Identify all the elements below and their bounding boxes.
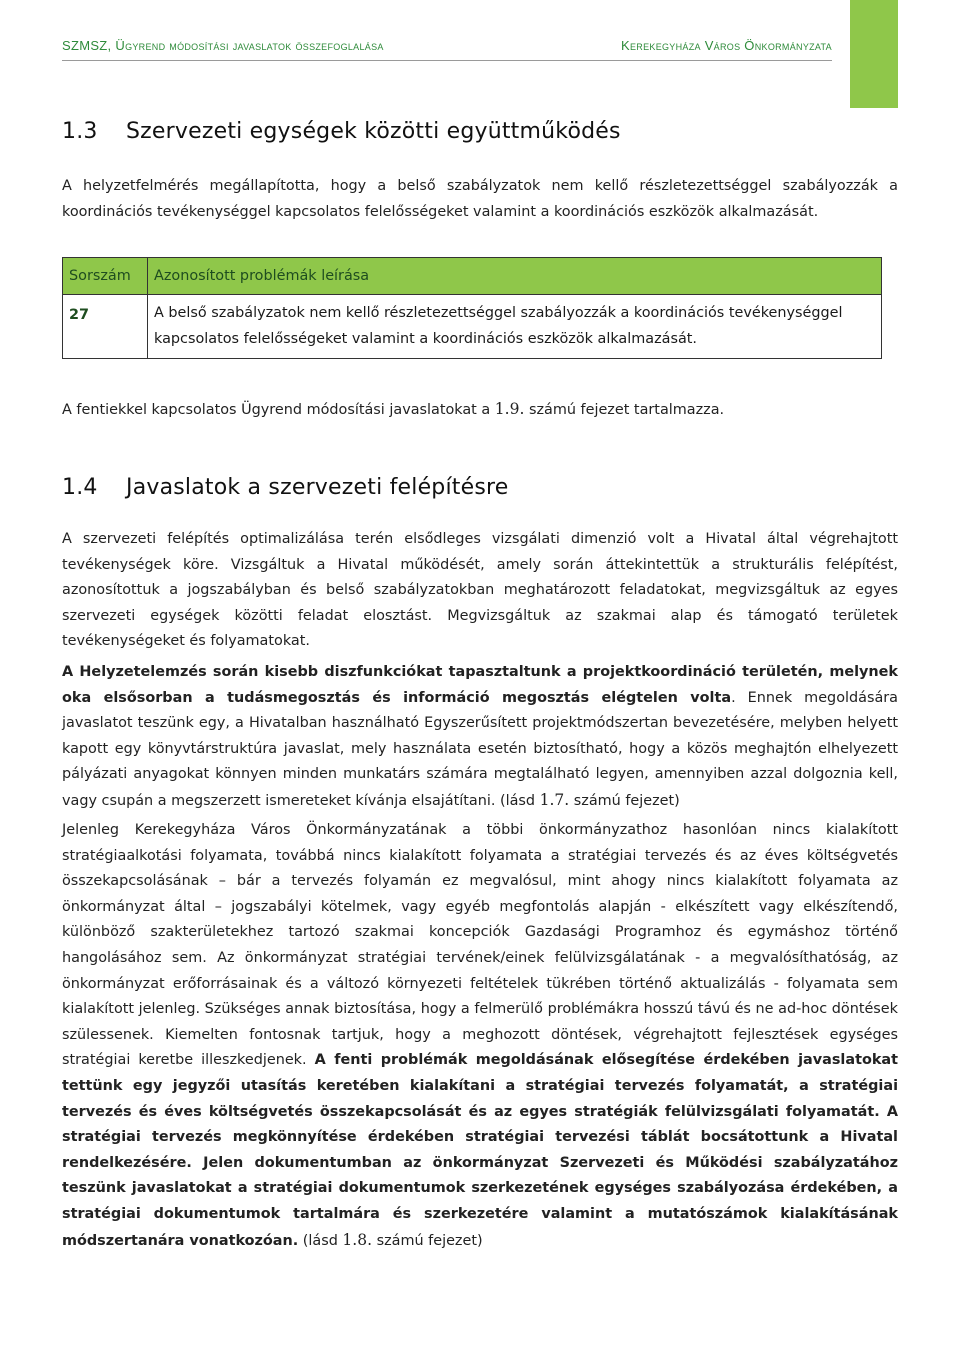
table-header-row (63, 258, 882, 295)
reference-text: A fentiekkel kapcsolatos Ügyrend módosítási javaslatokat a (62, 402, 495, 418)
highlighted-finding: A Helyzetelemzés során kisebb diszfunkciókat tapasztaltunk a projektkoordináció területén, melynek oka elsősorban a tudásmegosztás és információ megosztás elégtelen volta (62, 664, 898, 706)
reference-text: (lásd (298, 1232, 343, 1249)
reference-text-end: számú fejezet tartalmazza. (524, 402, 725, 418)
table-header-description: Azonosított problémák leírása (148, 258, 882, 295)
section-number: 1.3 (62, 119, 98, 144)
problem-id: 27 (63, 295, 148, 359)
intro-paragraph: A helyzetfelmérés megállapította, hogy a belső szabályzatok nem kellő részletezettséggel szabályozzák a koordinációs tevékenységgel kapcsolatos felelősségeket valamint a koordinációs eszközök alkalmazását. (62, 178, 898, 220)
problem-description: A belső szabályzatok nem kellő részletezettséggel szabályozzák a koordinációs tevékenységgel kapcsolatos felelősségeket valamint a koordinációs eszközök alkalmazását. (148, 295, 882, 359)
section-number: 1.4 (62, 475, 98, 500)
paragraph-text: . Ennek megoldására javaslatot teszünk egy, a Hivatalban használható Egyszerűsített projektmódszertan bevezetésére, melyben helyett kapott egy könyvtárstruktúra javaslat, mely használata esetén biztosítható, hogy a közös meghajtón elhelyezett pályázati anyagokat könnyen minden munkatárs számára megtalálható legyen, amennyiben azzal dolgozniа kell, vagy csupán a megszerzett ismereteket kívánja elsajátítani. (lásd (62, 689, 898, 809)
paragraph-strategic-planning (62, 818, 898, 1254)
running-header (62, 36, 832, 61)
reference-text-end: számú fejezet) (372, 1232, 483, 1249)
problems-table (62, 257, 882, 359)
page-tab-marker (850, 0, 898, 108)
highlighted-proposal: A fenti problémák megoldásának elősegítése érdekében javaslatokat tettünk egy jegyzői utasítás keretében kialakítani a stratégiai tervezés folyamatát, a stratégiai tervezés és éves költségvetés összekapcsolását és az egyes stratégiák felülvizsgálati folyamatát. A stratégiai tervezés megkönnyítése érdekében stratégiai tervezési táblát bocsátottunk a Hivatal rendelkezésére. Jelen dokumentumban az önkormányzat Szervezeti és Működési szabályzatához teszünk javaslatokat a stratégiai dokumentumok szerkezetének egységes szabályozása érdekében, a stratégiai dokumentumok tartalmára és szerkezetére valamint a mutatószámok kialakításának módszertanára vonatkozóan. (62, 1052, 898, 1249)
reference-paragraph (62, 397, 898, 424)
paragraph-project-coordination (62, 660, 898, 815)
chapter-reference: 1.9. (494, 400, 525, 418)
section-heading-1-4 (62, 475, 509, 500)
paragraph-structure-review: A szervezeti felépítés optimalizálása terén elsődleges vizsgálati dimenzió volt a Hivatal által végrehajtott tevékenységek köre. Vizsgáltuk a Hivatal működését, amely során áttekintettük a strukturális felépítést, azonosítottuk a jogszabályban és belső szabályzatokban meghatározott feladatokat, megvizsgáltuk az egyes szervezeti egységek közötti feladat elosztást. Megvizsgáltuk az szakmai alap és támogató területek tevékenységeket és folyamatokat. (62, 531, 898, 650)
table-header-id: Sorszám (63, 258, 148, 295)
header-document-title: SZMSZ, Ügyrend módosítási javaslatok összefoglalása (62, 38, 384, 53)
section-title: Javaslatok a szervezeti felépítésre (126, 475, 509, 500)
paragraph-text-end: számú fejezet) (569, 792, 680, 809)
section-heading-1-3 (62, 119, 621, 144)
section-title: Szervezeti egységek közötti együttműködés (126, 119, 621, 144)
chapter-reference: 1.7. (539, 790, 570, 809)
paragraph-text: Jelenleg Kerekegyháza Város Önkormányzatának a többi önkormányzathoz hasonlóan nincs kialakított stratégiaalkotási folyamata, továbbá nincs kialakított folyamata a stratégiai tervezés és az éves költségvetés összekapcsolásának – bár a tervezés folyamán ez megvalósul, mint ahogy nincs kialakított folyamata az önkormányzat által – jogszabályi kötelmek, vagy egyéb megfontolás alapján - elkészített vagy elkészítendő, különböző szakterületekhez tartozó szakmai koncepciók Gazdasági Programhoz és egymáshoz történő hangolásához sem. Az önkormányzat stratégiai tervének/einek felülvizsgálatának - a megvalósíthatóság, az önkormányzat erőforrásainak és a változó környezeti feltételek tükrében történő aktualizálás - folyamata sem kialakított jelenleg. Szükséges annak biztosítása, hogy a felmerülő problémákra hosszú távú és ne ad-hoc döntések szülessenek. Kiemelten fontosnak tartjuk, hogy a meghozott döntések, végrehajtott fejlesztések egységes stratégiai keretbe illeszkedjenek. (62, 822, 898, 1069)
header-organization: Kerekegyháza Város Önkormányzata (621, 38, 832, 53)
table-row (63, 295, 882, 359)
chapter-reference: 1.8. (342, 1230, 372, 1249)
